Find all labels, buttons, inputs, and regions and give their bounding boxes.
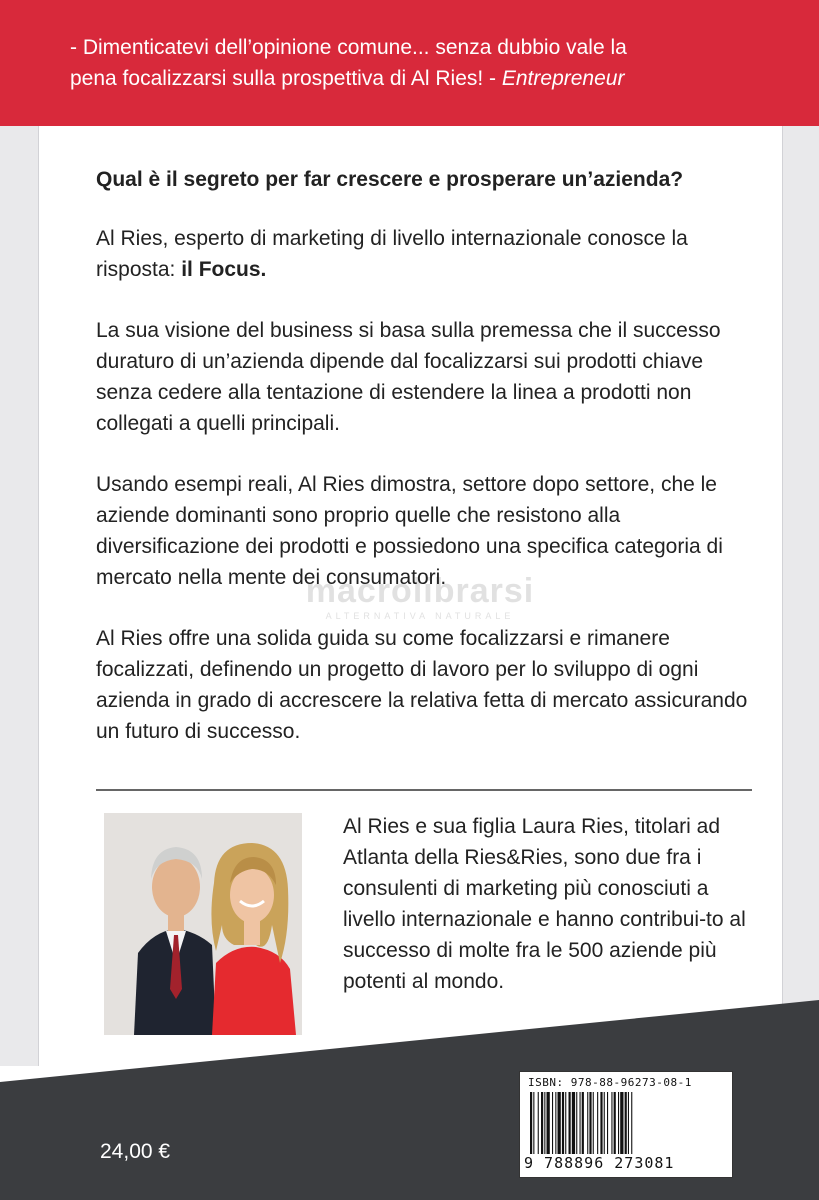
blurb-paragraph-3: Usando esempi reali, Al Ries dimostra, settore dopo settore, che le aziende dominanti sono proprio quelle che resistono alla diversificazione dei prodotti e possiedono una specifica categoria di mercato nella mente dei consumatori. (96, 473, 723, 589)
ean-digits: 9 788896 273081 (524, 1154, 675, 1172)
endorsement-quote (70, 32, 770, 94)
barcode-bar (544, 1092, 545, 1154)
paragraph-1-text: Al Ries, esperto di marketing di livello internazionale conosce la risposta: (96, 227, 688, 281)
barcode-bar (555, 1092, 556, 1154)
barcode-bar (558, 1092, 561, 1154)
blurb-paragraph-2: La sua visione del business si basa sulla premessa che il successo duraturo di un’azienda dipende dal focalizzarsi sui prodotti chiave senza cedere alla tentazione di estendere la linea a prodotti non collegati a quelli principali. (96, 319, 721, 435)
focus-emphasis: il Focus. (181, 258, 267, 281)
authors-bio: Al Ries e sua figlia Laura Ries, titolari ad Atlanta della Ries&Ries, sono due fra i consulenti di marketing più conosciuti a livello internazionale e hanno contribui-to al successo di molte fra le 500 aziende più potenti al mondo. (343, 815, 746, 993)
watermark-tagline: ALTERNATIVA NATURALE (325, 611, 515, 621)
section-divider (96, 789, 752, 791)
barcode-bar (628, 1092, 629, 1154)
barcode-bar (631, 1092, 632, 1154)
barcode-bar (582, 1092, 584, 1154)
isbn-number: ISBN: 978-88-96273-08-1 (528, 1076, 692, 1089)
barcode-bar (587, 1092, 588, 1154)
barcode-bar (538, 1092, 539, 1154)
quote-line-2-text: pena focalizzarsi sulla prospettiva di Al Ries! - (70, 67, 502, 90)
barcode-bar (600, 1092, 602, 1154)
blurb-paragraph-4: Al Ries offre una solida guida su come focalizzarsi e rimanere focalizzati, definendo un progetto di lavoro per lo sviluppo di ogni azienda in grado di accrescere la relativa fetta di mercato assicurando un futuro di successo. (96, 627, 748, 743)
quote-line-1: - Dimenticatevi dell’opinione comune... senza dubbio vale la (70, 36, 627, 59)
quote-source: Entrepreneur (501, 67, 625, 90)
barcode-bar (530, 1092, 532, 1154)
barcode-bar (597, 1092, 598, 1154)
barcode-bar (562, 1092, 564, 1154)
barcode-bar (604, 1092, 605, 1154)
barcode-bar (547, 1092, 550, 1154)
barcode-bar (533, 1092, 534, 1154)
quote-band (0, 0, 819, 126)
barcode-bar (593, 1092, 594, 1154)
blurb-text (96, 164, 756, 777)
barcode-bar (607, 1092, 608, 1154)
barcode-bar (580, 1092, 581, 1154)
barcode-bar (552, 1092, 553, 1154)
barcode-bar (611, 1092, 612, 1154)
left-spine-strip (0, 126, 39, 1066)
barcode-bar (572, 1092, 575, 1154)
watermark-name: macrolibrarsi (305, 572, 535, 610)
blurb-headline: Qual è il segreto per far crescere e prosperare un’azienda? (96, 168, 684, 191)
barcode-bar (614, 1092, 616, 1154)
barcode-bar (589, 1092, 591, 1154)
barcode-bar (618, 1092, 619, 1154)
barcode-bar (569, 1092, 571, 1154)
barcode-bar (625, 1092, 627, 1154)
barcode-bar (541, 1092, 543, 1154)
blurb-paragraph-1 (96, 223, 756, 285)
barcode-bar (576, 1092, 577, 1154)
isbn-barcode (519, 1071, 733, 1178)
price-label: 24,00 € (100, 1140, 171, 1163)
barcode-bar (565, 1092, 566, 1154)
quote-line-2 (70, 63, 770, 94)
right-edge-strip (782, 126, 819, 1066)
barcode-bar (620, 1092, 623, 1154)
barcode-bars (530, 1092, 720, 1154)
